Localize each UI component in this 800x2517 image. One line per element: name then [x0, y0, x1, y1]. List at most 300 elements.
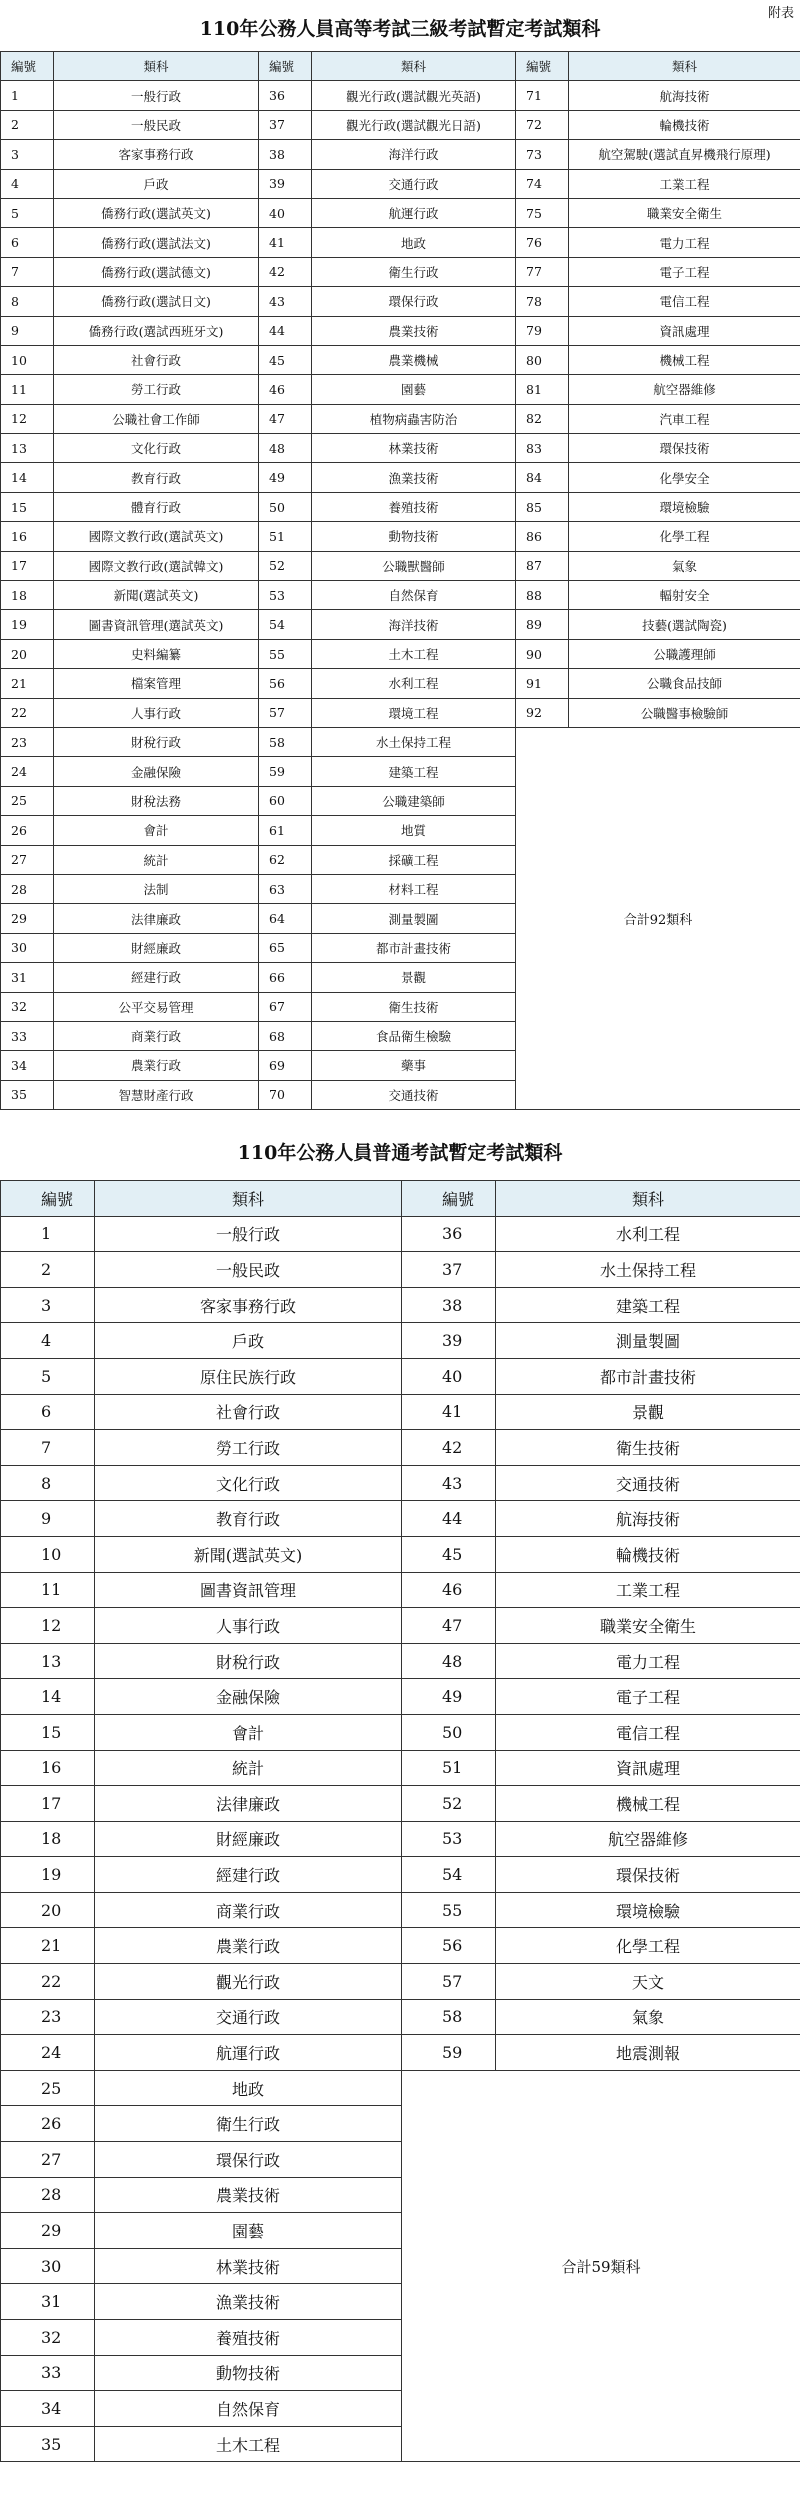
item-subject: 電子工程 [496, 1679, 800, 1715]
table-row [1, 375, 800, 404]
item-number: 53 [259, 581, 312, 610]
item-number: 52 [402, 1786, 496, 1822]
item-subject: 輪機技術 [569, 110, 800, 139]
item-number: 70 [259, 1080, 312, 1109]
item-number: 71 [516, 81, 569, 110]
table-header-row [1, 1181, 800, 1217]
item-subject: 資訊處理 [496, 1750, 800, 1786]
item-subject: 水利工程 [496, 1216, 800, 1252]
item-number: 54 [402, 1857, 496, 1893]
item-number: 60 [259, 786, 312, 815]
item-number: 78 [516, 287, 569, 316]
item-subject: 環保技術 [496, 1857, 800, 1893]
item-number: 33 [1, 2355, 95, 2391]
item-subject: 技藝(選試陶瓷) [569, 610, 800, 639]
item-subject: 教育行政 [95, 1501, 402, 1537]
item-subject: 資訊處理 [569, 316, 800, 345]
item-subject: 原住民族行政 [95, 1358, 402, 1394]
item-subject: 勞工行政 [95, 1430, 402, 1466]
item-subject: 圖書資訊管理(選試英文) [54, 610, 259, 639]
item-subject: 經建行政 [54, 963, 259, 992]
subject-header: 類科 [569, 52, 800, 81]
item-number: 16 [1, 522, 54, 551]
item-subject: 僑務行政(選試英文) [54, 198, 259, 227]
item-subject: 航空器維修 [569, 375, 800, 404]
item-subject: 海洋行政 [312, 140, 516, 169]
general-exam-table [0, 1180, 800, 2462]
item-number: 13 [1, 1643, 95, 1679]
item-subject: 一般民政 [54, 110, 259, 139]
table-row [1, 228, 800, 257]
item-number: 48 [402, 1643, 496, 1679]
item-number: 30 [1, 2248, 95, 2284]
item-number: 92 [516, 698, 569, 727]
item-subject: 化學工程 [569, 522, 800, 551]
item-number: 3 [1, 140, 54, 169]
item-number: 8 [1, 1465, 95, 1501]
num-header: 編號 [1, 1181, 95, 1217]
table-row [1, 81, 800, 110]
item-number: 66 [259, 963, 312, 992]
annex-label: 附表 [767, 6, 794, 21]
item-subject: 公職醫事檢驗師 [569, 698, 800, 727]
item-number: 4 [1, 169, 54, 198]
item-number: 91 [516, 669, 569, 698]
item-subject: 天文 [496, 1964, 800, 2000]
item-number: 13 [1, 434, 54, 463]
item-subject: 客家事務行政 [95, 1287, 402, 1323]
item-subject: 地政 [95, 2070, 402, 2106]
item-number: 65 [259, 933, 312, 962]
table-row [1, 1216, 800, 1252]
item-subject: 測量製圖 [312, 904, 516, 933]
item-number: 8 [1, 287, 54, 316]
item-subject: 氣象 [496, 1999, 800, 2035]
item-subject: 農業機械 [312, 345, 516, 374]
item-number: 80 [516, 345, 569, 374]
table-row [1, 1928, 800, 1964]
item-subject: 園藝 [95, 2213, 402, 2249]
table-row [1, 727, 800, 756]
item-number: 28 [1, 874, 54, 903]
table-row [1, 1430, 800, 1466]
item-number: 16 [1, 1750, 95, 1786]
item-subject: 測量製圖 [496, 1323, 800, 1359]
item-subject: 地政 [312, 228, 516, 257]
table-row [1, 610, 800, 639]
subject-header: 類科 [95, 1181, 402, 1217]
item-subject: 漁業技術 [95, 2284, 402, 2320]
item-subject: 採礦工程 [312, 845, 516, 874]
item-number: 47 [402, 1608, 496, 1644]
item-subject: 農業行政 [95, 1928, 402, 1964]
item-subject: 體育行政 [54, 492, 259, 521]
table-row [1, 198, 800, 227]
item-subject: 都市計畫技術 [496, 1358, 800, 1394]
item-number: 28 [1, 2177, 95, 2213]
item-subject: 財稅行政 [95, 1643, 402, 1679]
item-number: 10 [1, 345, 54, 374]
item-number: 25 [1, 2070, 95, 2106]
item-number: 62 [259, 845, 312, 874]
item-subject: 工業工程 [496, 1572, 800, 1608]
table-row [1, 492, 800, 521]
item-subject: 公職護理師 [569, 639, 800, 668]
item-number: 75 [516, 198, 569, 227]
table-row [1, 1964, 800, 2000]
item-number: 24 [1, 757, 54, 786]
item-number: 12 [1, 1608, 95, 1644]
item-subject: 衛生行政 [95, 2106, 402, 2142]
item-subject: 輪機技術 [496, 1536, 800, 1572]
item-number: 11 [1, 1572, 95, 1608]
item-subject: 環保行政 [312, 287, 516, 316]
table-row [1, 1252, 800, 1288]
item-subject: 植物病蟲害防治 [312, 404, 516, 433]
item-number: 21 [1, 1928, 95, 1964]
item-subject: 勞工行政 [54, 375, 259, 404]
general-exam-title: 110年公務人員普通考試暫定考試類科 [237, 1142, 563, 1164]
item-subject: 交通技術 [312, 1080, 516, 1109]
item-subject: 環保行政 [95, 2142, 402, 2178]
item-number: 24 [1, 2035, 95, 2071]
item-subject: 社會行政 [54, 345, 259, 374]
item-number: 54 [259, 610, 312, 639]
item-number: 51 [402, 1750, 496, 1786]
total-count-cell: 合計92類科 [516, 727, 800, 1109]
item-subject: 建築工程 [496, 1287, 800, 1323]
item-number: 43 [259, 287, 312, 316]
item-number: 2 [1, 1252, 95, 1288]
item-subject: 人事行政 [95, 1608, 402, 1644]
item-number: 49 [402, 1679, 496, 1715]
item-number: 19 [1, 1857, 95, 1893]
item-subject: 動物技術 [312, 522, 516, 551]
item-subject: 航海技術 [569, 81, 800, 110]
item-number: 61 [259, 816, 312, 845]
item-number: 55 [402, 1892, 496, 1928]
item-number: 77 [516, 257, 569, 286]
table-row [1, 522, 800, 551]
item-number: 47 [259, 404, 312, 433]
num-header: 編號 [402, 1181, 496, 1217]
item-subject: 航運行政 [95, 2035, 402, 2071]
item-number: 41 [259, 228, 312, 257]
item-subject: 航空駕駛(選試直昇機飛行原理) [569, 140, 800, 169]
item-subject: 農業技術 [312, 316, 516, 345]
item-number: 86 [516, 522, 569, 551]
item-subject: 財稅法務 [54, 786, 259, 815]
item-number: 55 [259, 639, 312, 668]
table-row [1, 1501, 800, 1537]
item-subject: 園藝 [312, 375, 516, 404]
item-number: 46 [259, 375, 312, 404]
table-row [1, 463, 800, 492]
item-number: 58 [259, 727, 312, 756]
table-row [1, 581, 800, 610]
item-subject: 景觀 [312, 963, 516, 992]
item-subject: 國際文教行政(選試英文) [54, 522, 259, 551]
item-subject: 檔案管理 [54, 669, 259, 698]
item-subject: 林業技術 [95, 2248, 402, 2284]
item-subject: 自然保育 [95, 2391, 402, 2427]
item-number: 19 [1, 610, 54, 639]
item-subject: 文化行政 [95, 1465, 402, 1501]
item-subject: 財經廉政 [95, 1821, 402, 1857]
item-number: 33 [1, 1021, 54, 1050]
table-row [1, 257, 800, 286]
item-number: 42 [402, 1430, 496, 1466]
item-subject: 法律廉政 [54, 904, 259, 933]
item-subject: 電力工程 [569, 228, 800, 257]
item-subject: 養殖技術 [312, 492, 516, 521]
item-subject: 新聞(選試英文) [95, 1536, 402, 1572]
item-number: 20 [1, 1892, 95, 1928]
item-number: 6 [1, 1394, 95, 1430]
item-number: 40 [402, 1358, 496, 1394]
item-subject: 統計 [95, 1750, 402, 1786]
item-number: 15 [1, 492, 54, 521]
item-subject: 漁業技術 [312, 463, 516, 492]
item-subject: 化學工程 [496, 1928, 800, 1964]
item-number: 81 [516, 375, 569, 404]
table-row [1, 1608, 800, 1644]
table-row [1, 669, 800, 698]
table-row [1, 110, 800, 139]
num-header: 編號 [259, 52, 312, 81]
item-subject: 僑務行政(選試西班牙文) [54, 316, 259, 345]
item-number: 5 [1, 1358, 95, 1394]
item-number: 29 [1, 2213, 95, 2249]
item-subject: 藥事 [312, 1051, 516, 1080]
item-number: 10 [1, 1536, 95, 1572]
item-number: 27 [1, 845, 54, 874]
item-number: 58 [402, 1999, 496, 2035]
table-row [1, 434, 800, 463]
item-subject: 環境工程 [312, 698, 516, 727]
item-number: 88 [516, 581, 569, 610]
table-row [1, 1857, 800, 1893]
table-row [1, 639, 800, 668]
item-subject: 景觀 [496, 1394, 800, 1430]
table-row [1, 140, 800, 169]
item-number: 83 [516, 434, 569, 463]
item-subject: 化學安全 [569, 463, 800, 492]
table-header-row [1, 52, 800, 81]
item-subject: 機械工程 [569, 345, 800, 374]
item-number: 40 [259, 198, 312, 227]
table-row [1, 169, 800, 198]
item-subject: 材料工程 [312, 874, 516, 903]
item-subject: 衛生技術 [496, 1430, 800, 1466]
item-number: 14 [1, 463, 54, 492]
item-number: 36 [259, 81, 312, 110]
item-subject: 林業技術 [312, 434, 516, 463]
item-number: 27 [1, 2142, 95, 2178]
table-row [1, 1358, 800, 1394]
item-number: 17 [1, 551, 54, 580]
item-number: 36 [402, 1216, 496, 1252]
item-number: 45 [259, 345, 312, 374]
item-number: 48 [259, 434, 312, 463]
item-number: 25 [1, 786, 54, 815]
item-subject: 教育行政 [54, 463, 259, 492]
item-number: 89 [516, 610, 569, 639]
item-subject: 一般民政 [95, 1252, 402, 1288]
item-subject: 電子工程 [569, 257, 800, 286]
item-number: 87 [516, 551, 569, 580]
item-subject: 經建行政 [95, 1857, 402, 1893]
item-number: 49 [259, 463, 312, 492]
table-row [1, 1999, 800, 2035]
item-subject: 智慧財產行政 [54, 1080, 259, 1109]
item-subject: 都市計畫技術 [312, 933, 516, 962]
item-number: 17 [1, 1786, 95, 1822]
item-number: 35 [1, 2426, 95, 2462]
item-number: 22 [1, 1964, 95, 2000]
item-subject: 觀光行政 [95, 1964, 402, 2000]
item-subject: 土木工程 [95, 2426, 402, 2462]
table-row [1, 1572, 800, 1608]
item-number: 59 [259, 757, 312, 786]
table-row [1, 1750, 800, 1786]
table-row [1, 1714, 800, 1750]
item-subject: 動物技術 [95, 2355, 402, 2391]
table-row [1, 1394, 800, 1430]
item-number: 52 [259, 551, 312, 580]
table-row [1, 1786, 800, 1822]
item-number: 50 [259, 492, 312, 521]
item-number: 57 [402, 1964, 496, 2000]
item-subject: 僑務行政(選試德文) [54, 257, 259, 286]
item-subject: 一般行政 [54, 81, 259, 110]
item-number: 73 [516, 140, 569, 169]
item-subject: 交通行政 [312, 169, 516, 198]
num-header: 編號 [1, 52, 54, 81]
item-subject: 交通行政 [95, 1999, 402, 2035]
table-row [1, 1465, 800, 1501]
item-subject: 僑務行政(選試日文) [54, 287, 259, 316]
table-row [1, 2035, 800, 2071]
item-number: 64 [259, 904, 312, 933]
senior-exam-table [0, 51, 800, 1110]
table-row [1, 1643, 800, 1679]
item-subject: 財稅行政 [54, 727, 259, 756]
item-subject: 財經廉政 [54, 933, 259, 962]
item-number: 63 [259, 874, 312, 903]
item-subject: 法律廉政 [95, 1786, 402, 1822]
item-number: 11 [1, 375, 54, 404]
subject-header: 類科 [54, 52, 259, 81]
item-subject: 觀光行政(選試觀光英語) [312, 81, 516, 110]
item-subject: 社會行政 [95, 1394, 402, 1430]
item-subject: 僑務行政(選試法文) [54, 228, 259, 257]
item-subject: 工業工程 [569, 169, 800, 198]
item-number: 34 [1, 1051, 54, 1080]
item-number: 23 [1, 1999, 95, 2035]
table-row [1, 345, 800, 374]
item-subject: 輻射安全 [569, 581, 800, 610]
item-number: 46 [402, 1572, 496, 1608]
item-subject: 養殖技術 [95, 2320, 402, 2356]
item-subject: 商業行政 [54, 1021, 259, 1050]
item-number: 12 [1, 404, 54, 433]
table-row [1, 1821, 800, 1857]
item-subject: 新聞(選試英文) [54, 581, 259, 610]
item-number: 90 [516, 639, 569, 668]
item-subject: 環保技術 [569, 434, 800, 463]
item-number: 14 [1, 1679, 95, 1715]
item-number: 29 [1, 904, 54, 933]
subject-header: 類科 [312, 52, 516, 81]
total-count-cell: 合計59類科 [402, 2070, 800, 2462]
item-number: 39 [402, 1323, 496, 1359]
item-subject: 公職獸醫師 [312, 551, 516, 580]
num-header: 編號 [516, 52, 569, 81]
item-number: 31 [1, 2284, 95, 2320]
item-number: 22 [1, 698, 54, 727]
item-number: 69 [259, 1051, 312, 1080]
item-number: 1 [1, 81, 54, 110]
item-subject: 職業安全衛生 [569, 198, 800, 227]
item-number: 6 [1, 228, 54, 257]
item-subject: 會計 [95, 1714, 402, 1750]
item-number: 57 [259, 698, 312, 727]
item-subject: 戶政 [95, 1323, 402, 1359]
item-subject: 戶政 [54, 169, 259, 198]
item-subject: 氣象 [569, 551, 800, 580]
item-subject: 環境檢驗 [496, 1892, 800, 1928]
item-number: 7 [1, 1430, 95, 1466]
item-subject: 農業技術 [95, 2177, 402, 2213]
item-number: 43 [402, 1465, 496, 1501]
item-subject: 國際文教行政(選試韓文) [54, 551, 259, 580]
item-number: 20 [1, 639, 54, 668]
item-subject: 公職社會工作師 [54, 404, 259, 433]
item-subject: 自然保育 [312, 581, 516, 610]
item-subject: 衛生行政 [312, 257, 516, 286]
item-number: 2 [1, 110, 54, 139]
table-row [1, 404, 800, 433]
item-number: 9 [1, 316, 54, 345]
table-row [1, 1536, 800, 1572]
item-number: 41 [402, 1394, 496, 1430]
item-number: 44 [259, 316, 312, 345]
item-number: 31 [1, 963, 54, 992]
item-subject: 公平交易管理 [54, 992, 259, 1021]
item-number: 39 [259, 169, 312, 198]
item-number: 23 [1, 727, 54, 756]
table-row [1, 1287, 800, 1323]
item-subject: 水土保持工程 [312, 727, 516, 756]
item-number: 7 [1, 257, 54, 286]
table-row [1, 698, 800, 727]
item-subject: 人事行政 [54, 698, 259, 727]
item-subject: 環境檢驗 [569, 492, 800, 521]
item-subject: 海洋技術 [312, 610, 516, 639]
item-subject: 公職食品技師 [569, 669, 800, 698]
item-subject: 電力工程 [496, 1643, 800, 1679]
item-number: 67 [259, 992, 312, 1021]
item-subject: 航海技術 [496, 1501, 800, 1537]
item-number: 1 [1, 1216, 95, 1252]
item-number: 34 [1, 2391, 95, 2427]
item-number: 38 [259, 140, 312, 169]
item-subject: 機械工程 [496, 1786, 800, 1822]
item-subject: 客家事務行政 [54, 140, 259, 169]
item-number: 84 [516, 463, 569, 492]
item-subject: 衛生技術 [312, 992, 516, 1021]
